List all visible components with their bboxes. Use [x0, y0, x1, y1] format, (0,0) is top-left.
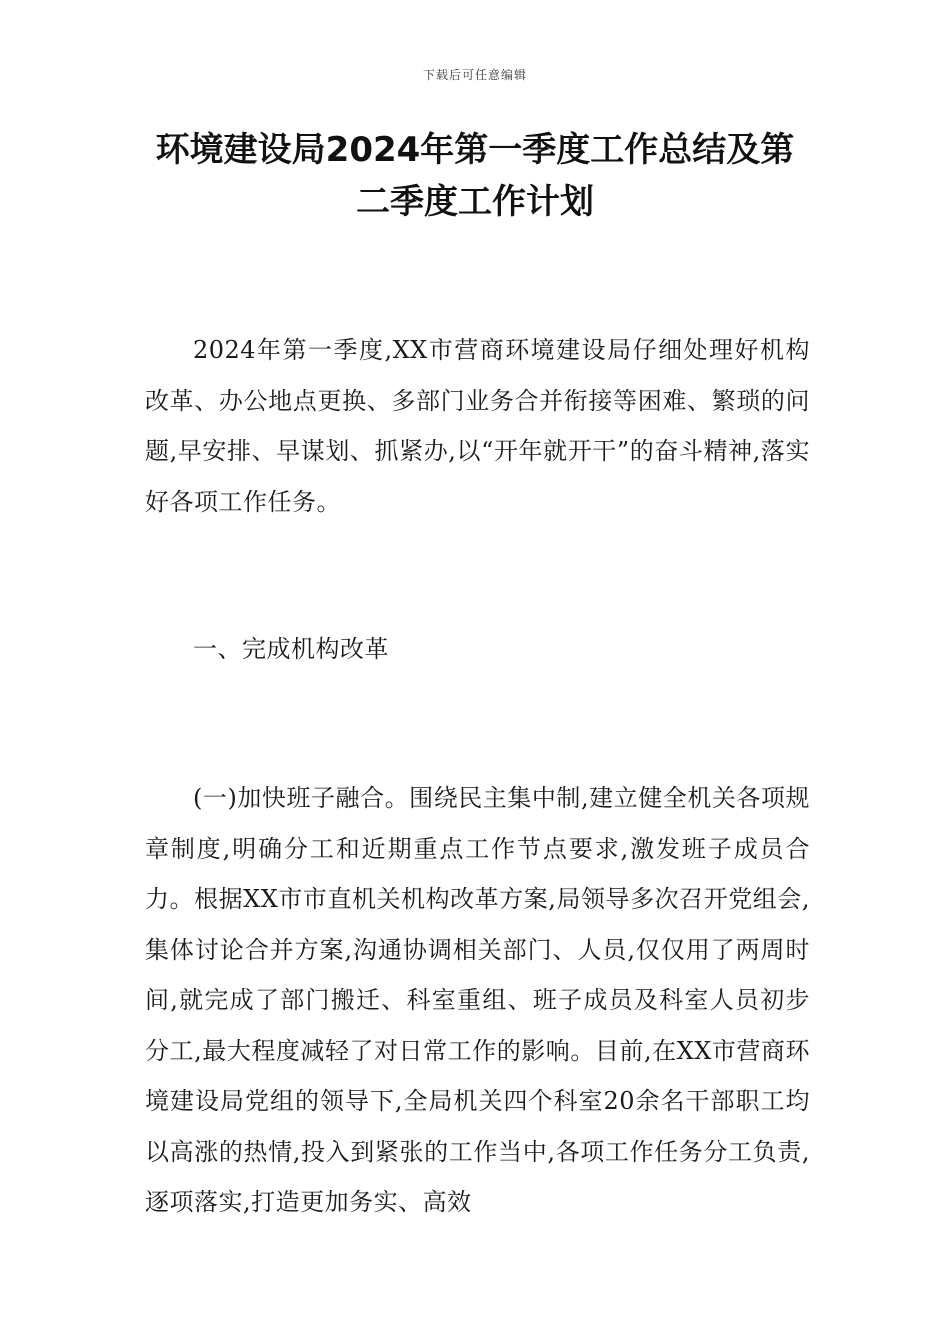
- body-paragraph: (一)加快班子融合。围绕民主集中制,建立健全机关各项规章制度,明确分工和近期重点工作节点要求,激发班子成员合力。根据XX市市直机关机构改革方案,局领导多次召开党组会,集体讨论合并方案,沟通协调相关部门、人员,仅仅用了两周时间,就完成了部门搬迁、科室重组、班子成员及科室人员初步分工,最大程度减轻了对日常工作的影响。目前,在XX市营商环境建设局党组的领导下,全局机关四个科室20余名干部职工均以高涨的热情,投入到紧张的工作当中,各项工作任务分工负责,逐项落实,打造更加务实、高效: [145, 784, 810, 1216]
- header-note: 下载后可任意编辑: [422, 68, 527, 82]
- section-heading: 一、完成机构改革: [193, 635, 389, 663]
- document-title: 环境建设局2024年第一季度工作总结及第二季度工作计划: [155, 130, 795, 222]
- intro-paragraph: 2024年第一季度,XX市营商环境建设局仔细处理好机构改革、办公地点更换、多部门业务合并衔接等困难、繁琐的问题,早安排、早谋划、抓紧办,以“开年就开干”的奋斗精神,落实好各项工作任务。: [145, 336, 810, 516]
